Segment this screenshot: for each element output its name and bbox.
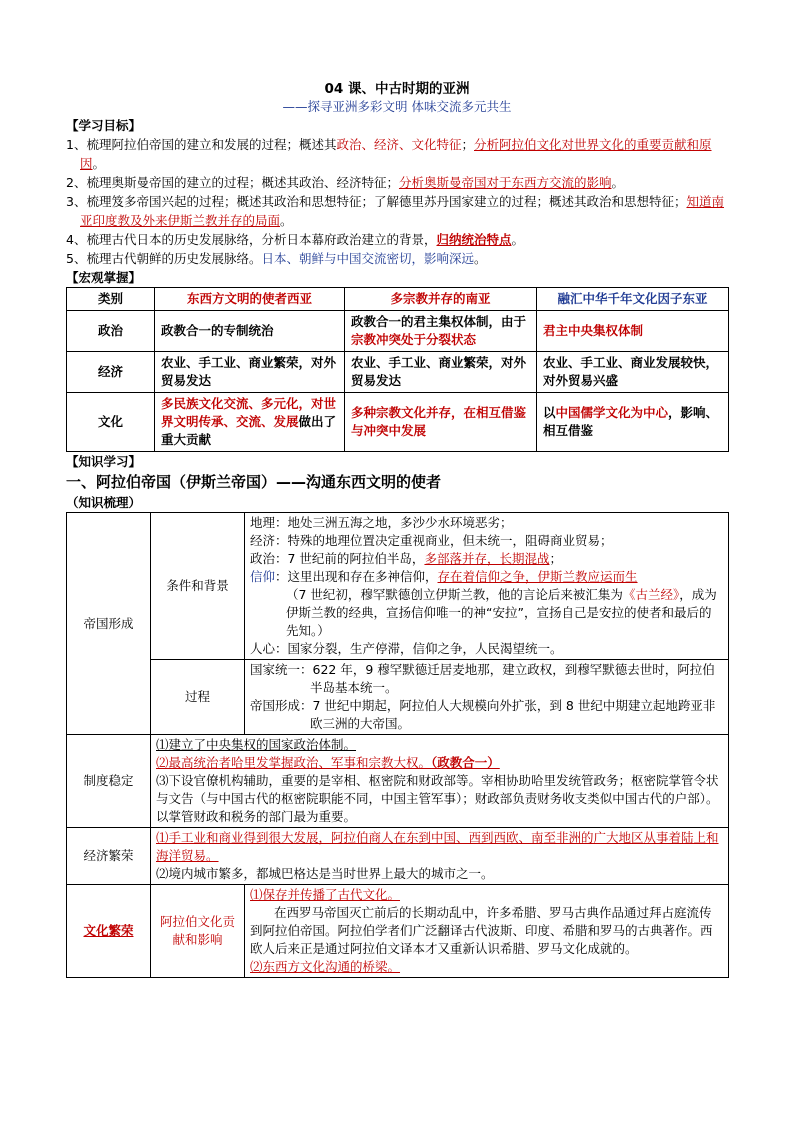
culture-line-1: ⑴保存并传播了古代文化。 [250,887,401,902]
section-heading: 一、阿拉伯帝国（伊斯兰帝国）——沟通东西文明的使者 [66,473,442,491]
economy-label: 经济繁荣 [67,828,151,885]
economy-line-1: ⑴手工业和商业得到很大发展，阿拉伯商人在东到中国、西到西欧、南至非洲的广大地区从事着陆上和海洋贸易。 [156,830,719,863]
cond-faith: 信仰：这里出现和存在多神信仰，存在着信仰之争，伊斯兰教应运而生 [250,569,638,584]
knowledge-table [66,512,729,978]
culture-line-2: 在西罗马帝国灭亡前后的长期动乱中，许多希腊、罗马古典作品通过拜占庭流传到阿拉伯帝国。阿拉伯学者们广泛翻译古代波斯、印度、希腊和罗马的古典著作。西欧人后来正是通过阿拉伯文译本才又重新认识希腊、罗马文化成就的。 [250,905,713,956]
macro-row-culture [67,393,729,452]
goal-3: 3、梳理笈多帝国兴起的过程；概述其政治和思想特征；了解德里苏丹国家建立的过程；概述其政治和思想特征；知道南亚印度教及外来伊斯兰教并存的局面。 [66,194,724,228]
economy-line-2: ⑵境内城市繁多，都城巴格达是当时世界上最大的城市之一。 [156,866,494,881]
system-row [67,735,729,828]
cell: 多种宗教文化并存，在相互借鉴与冲突中发展 [345,393,537,452]
culture-sub-label: 阿拉伯文化贡献和影响 [151,885,245,978]
formation-row-conditions [67,513,729,660]
formation-label: 帝国形成 [67,513,151,735]
document-page [66,80,728,978]
row-label: 文化 [67,393,155,452]
macro-row-politics [67,311,729,352]
row-label: 经济 [67,352,155,393]
page-title: 04 课、中古时期的亚洲 [324,81,470,97]
knowledge-sub-heading: （知识梳理） [66,495,142,510]
cell: 农业、手工业、商业发展较快，对外贸易兴盛 [537,352,729,393]
cell: 农业、手工业、商业繁荣，对外贸易发达 [345,352,537,393]
page-subtitle: ——探寻亚洲多彩文明 体味交流多元共生 [282,99,512,114]
culture-content [245,885,729,978]
process-label: 过程 [151,660,245,735]
cell: 农业、手工业、商业繁荣，对外贸易发达 [155,352,345,393]
system-line-2: ⑵最高统治者哈里发掌握政治、军事和宗教大权。（政教合一） [156,755,500,770]
system-label: 制度稳定 [67,735,151,828]
cell: 政教合一的专制统治 [155,311,345,352]
knowledge-heading: 【知识学习】 [66,454,142,469]
row-label: 政治 [67,311,155,352]
macro-col-west-asia: 东西方文明的使者西亚 [155,288,345,311]
conditions-content [245,513,729,660]
cond-faith-note: （7 世纪初，穆罕默德创立伊斯兰教，他的言论后来被汇集为《古兰经》，成为伊斯兰教的经典，宣扬信仰唯一的神“安拉”，宣扬自己是安拉的使者和最后的先知。） [286,587,717,638]
macro-header-row [67,288,729,311]
cell: 君主中央集权体制 [537,311,729,352]
process-unification: 国家统一：622 年，9 穆罕默德迁居麦地那，建立政权，到穆罕默德去世时，阿拉伯半岛基本统一。 [250,662,715,695]
culture-label: 文化繁荣 [67,885,151,978]
macro-heading: 【宏观掌握】 [66,270,142,285]
macro-col-east-asia: 融汇中华千年文化因子东亚 [537,288,729,311]
cond-people: 人心：国家分裂，生产停滞，信仰之争，人民渴望统一。 [250,641,563,656]
goals-heading: 【学习目标】 [66,118,142,133]
economy-content [151,828,729,885]
goal-4: 4、梳理古代日本的历史发展脉络，分析日本幕府政治建立的背景，归纳统治特点。 [66,232,524,247]
goal-5: 5、梳理古代朝鲜的历史发展脉络。日本、朝鲜与中国交流密切，影响深远。 [66,251,487,266]
culture-line-3: ⑵东西方文化沟通的桥梁。 [250,959,401,974]
macro-table [66,287,729,452]
formation-row-process [67,660,729,735]
goal-2: 2、梳理奥斯曼帝国的建立的过程；概述其政治、经济特征；分析奥斯曼帝国对于东西方交流的影响。 [66,175,624,190]
economy-row [67,828,729,885]
cell: 以中国儒学文化为中心，影响、相互借鉴 [537,393,729,452]
cell: 多民族文化交流、多元化，对世界文明传承、交流、发展做出了重大贡献 [155,393,345,452]
cond-politics: 政治：7 世纪前的阿拉伯半岛，多部落并存，长期混战； [250,551,562,566]
cond-economy: 经济：特殊的地理位置决定重视商业，但未统一，阻碍商业贸易； [250,533,613,548]
macro-col-category: 类别 [67,288,155,311]
macro-col-south-asia: 多宗教并存的南亚 [345,288,537,311]
cell: 政教合一的君主集权体制，由于宗教冲突处于分裂状态 [345,311,537,352]
goal-1: 1、梳理阿拉伯帝国的建立和发展的过程；概述其政治、经济、文化特征；分析阿拉伯文化对世界文化的重要贡献和原因。 [66,137,712,171]
system-line-1: ⑴建立了中央集权的国家政治体制。 [156,737,357,752]
process-content [245,660,729,735]
conditions-label: 条件和背景 [151,513,245,660]
culture-row [67,885,729,978]
process-empire: 帝国形成：7 世纪中期起，阿拉伯人大规模向外扩张，到 8 世纪中期建立起地跨亚非欧三洲的大帝国。 [250,698,716,731]
system-content [151,735,729,828]
system-line-3: ⑶下设官僚机构辅助，重要的是宰相、枢密院和财政部等。宰相协助哈里发统管政务；枢密院掌管令状与文告（与中国古代的枢密院职能不同，中国主管军事）；财政部负责财务收支类似中国古代的户部）。以掌管财政和税务的部门最为重要。 [156,773,719,824]
cond-geography: 地理：地处三洲五海之地，多沙少水环境恶劣； [250,515,513,530]
macro-row-economy [67,352,729,393]
